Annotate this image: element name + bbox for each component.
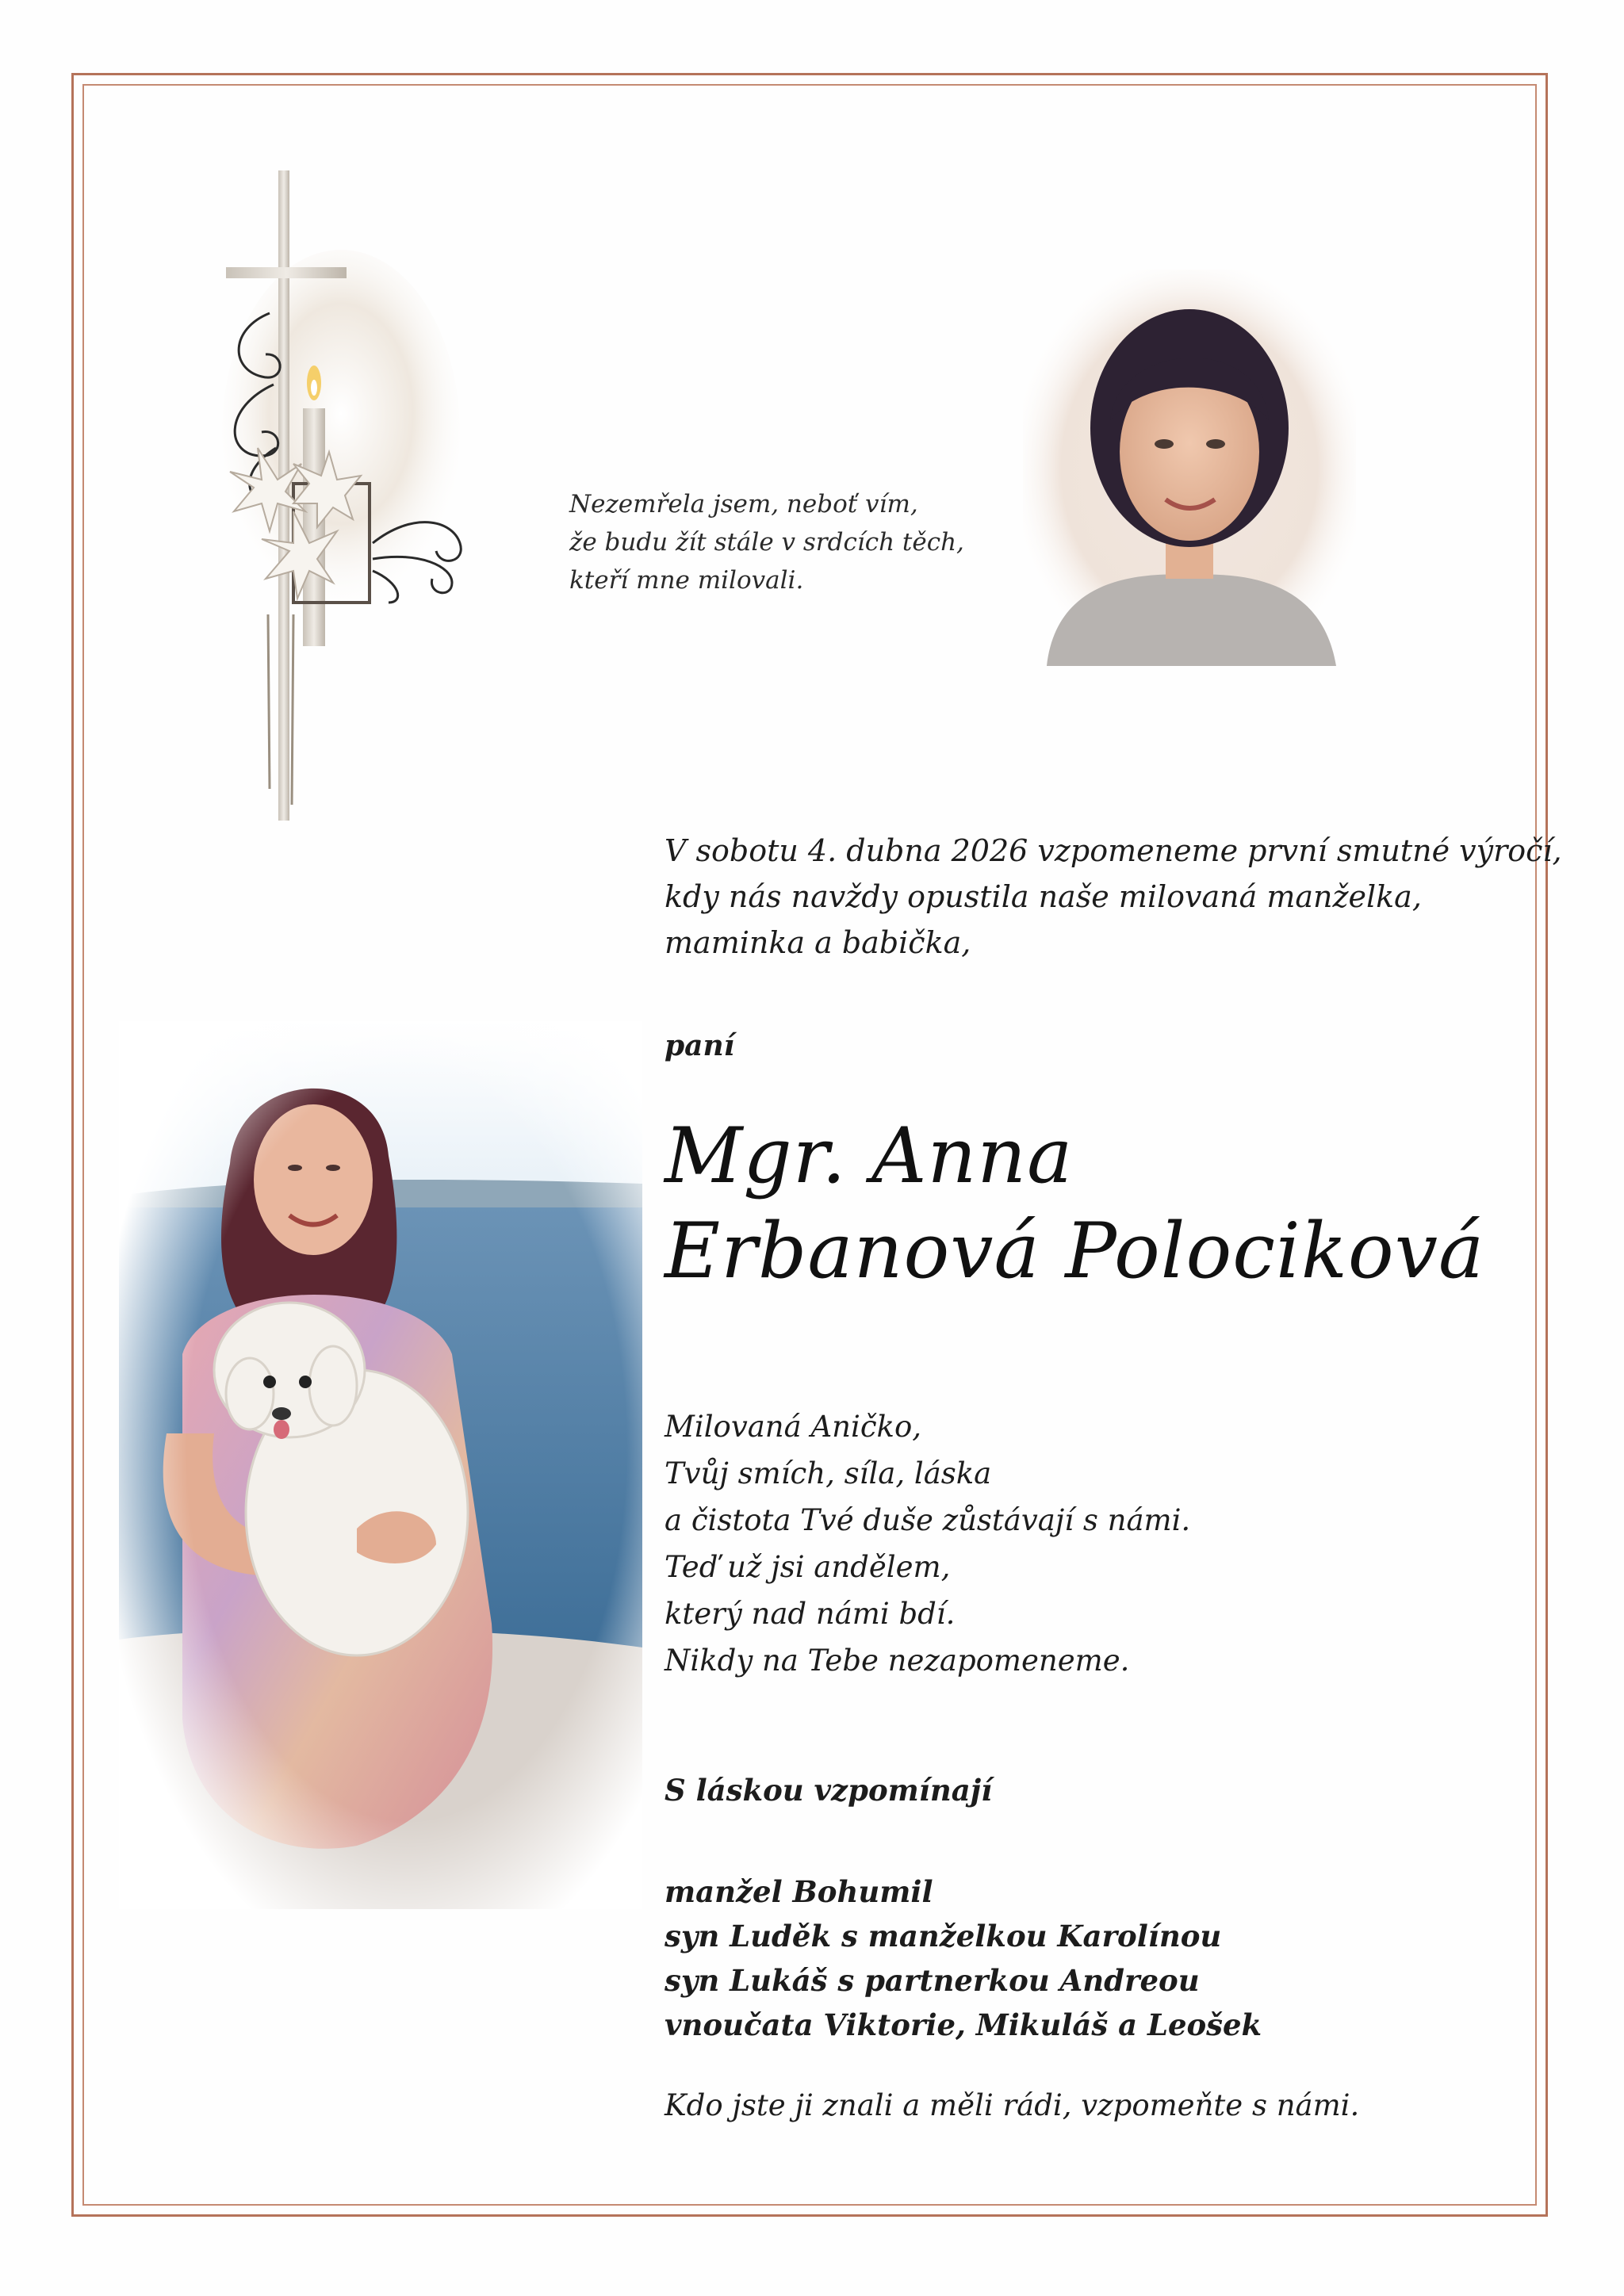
poem-line: Milovaná Aničko, xyxy=(665,1410,922,1444)
announcement-line: kdy nás navždy opustila naše milovaná manželka, xyxy=(665,879,1422,914)
quote-line: kteří mne milovali. xyxy=(569,566,804,595)
family-member: manžel Bohumil xyxy=(665,1874,933,1909)
poem-line: Tvůj smích, síla, láska xyxy=(665,1456,992,1490)
announcement-line: maminka a babička, xyxy=(665,925,971,960)
with-love-heading: S láskou vzpomínají xyxy=(665,1773,993,1808)
deceased-name-line2: Erbanová Polociková xyxy=(665,1207,1485,1295)
portrait-photo xyxy=(1023,270,1356,666)
deceased-name xyxy=(665,1108,1484,1299)
quote xyxy=(569,485,982,599)
announcement xyxy=(665,828,1562,966)
poem-line: Teď už jsi andělem, xyxy=(665,1550,951,1584)
quote-line: Nezemřela jsem, neboť vím, xyxy=(569,490,918,519)
poem-line: který nad námi bdí. xyxy=(665,1597,956,1631)
title-word: paní xyxy=(665,1029,735,1062)
quote-line: že budu žít stále v srdcích těch, xyxy=(569,528,964,557)
announcement-line: V sobotu 4. dubna 2026 vzpomeneme první smutné výročí, xyxy=(665,833,1562,868)
beach-photo xyxy=(119,1021,642,1909)
family-member: vnoučata Viktorie, Mikuláš a Leošek xyxy=(665,2007,1262,2042)
poem xyxy=(665,1403,1190,1684)
family-member: syn Luděk s manželkou Karolínou xyxy=(665,1919,1222,1954)
candle xyxy=(303,408,325,646)
family-list xyxy=(665,1869,1262,2047)
poem-line: a čistota Tvé duše zůstávají s námi. xyxy=(665,1503,1191,1537)
cross-horizontal xyxy=(226,267,347,278)
deceased-name-line1: Mgr. Anna xyxy=(665,1112,1074,1200)
family-member: syn Lukáš s partnerkou Andreou xyxy=(665,1963,1200,1998)
poem-line: Nikdy na Tebe nezapomeneme. xyxy=(665,1644,1130,1678)
closing-line: Kdo jste ji znali a měli rádi, vzpomeňte s námi. xyxy=(665,2088,1360,2122)
cross-candle-ornament xyxy=(214,170,500,828)
